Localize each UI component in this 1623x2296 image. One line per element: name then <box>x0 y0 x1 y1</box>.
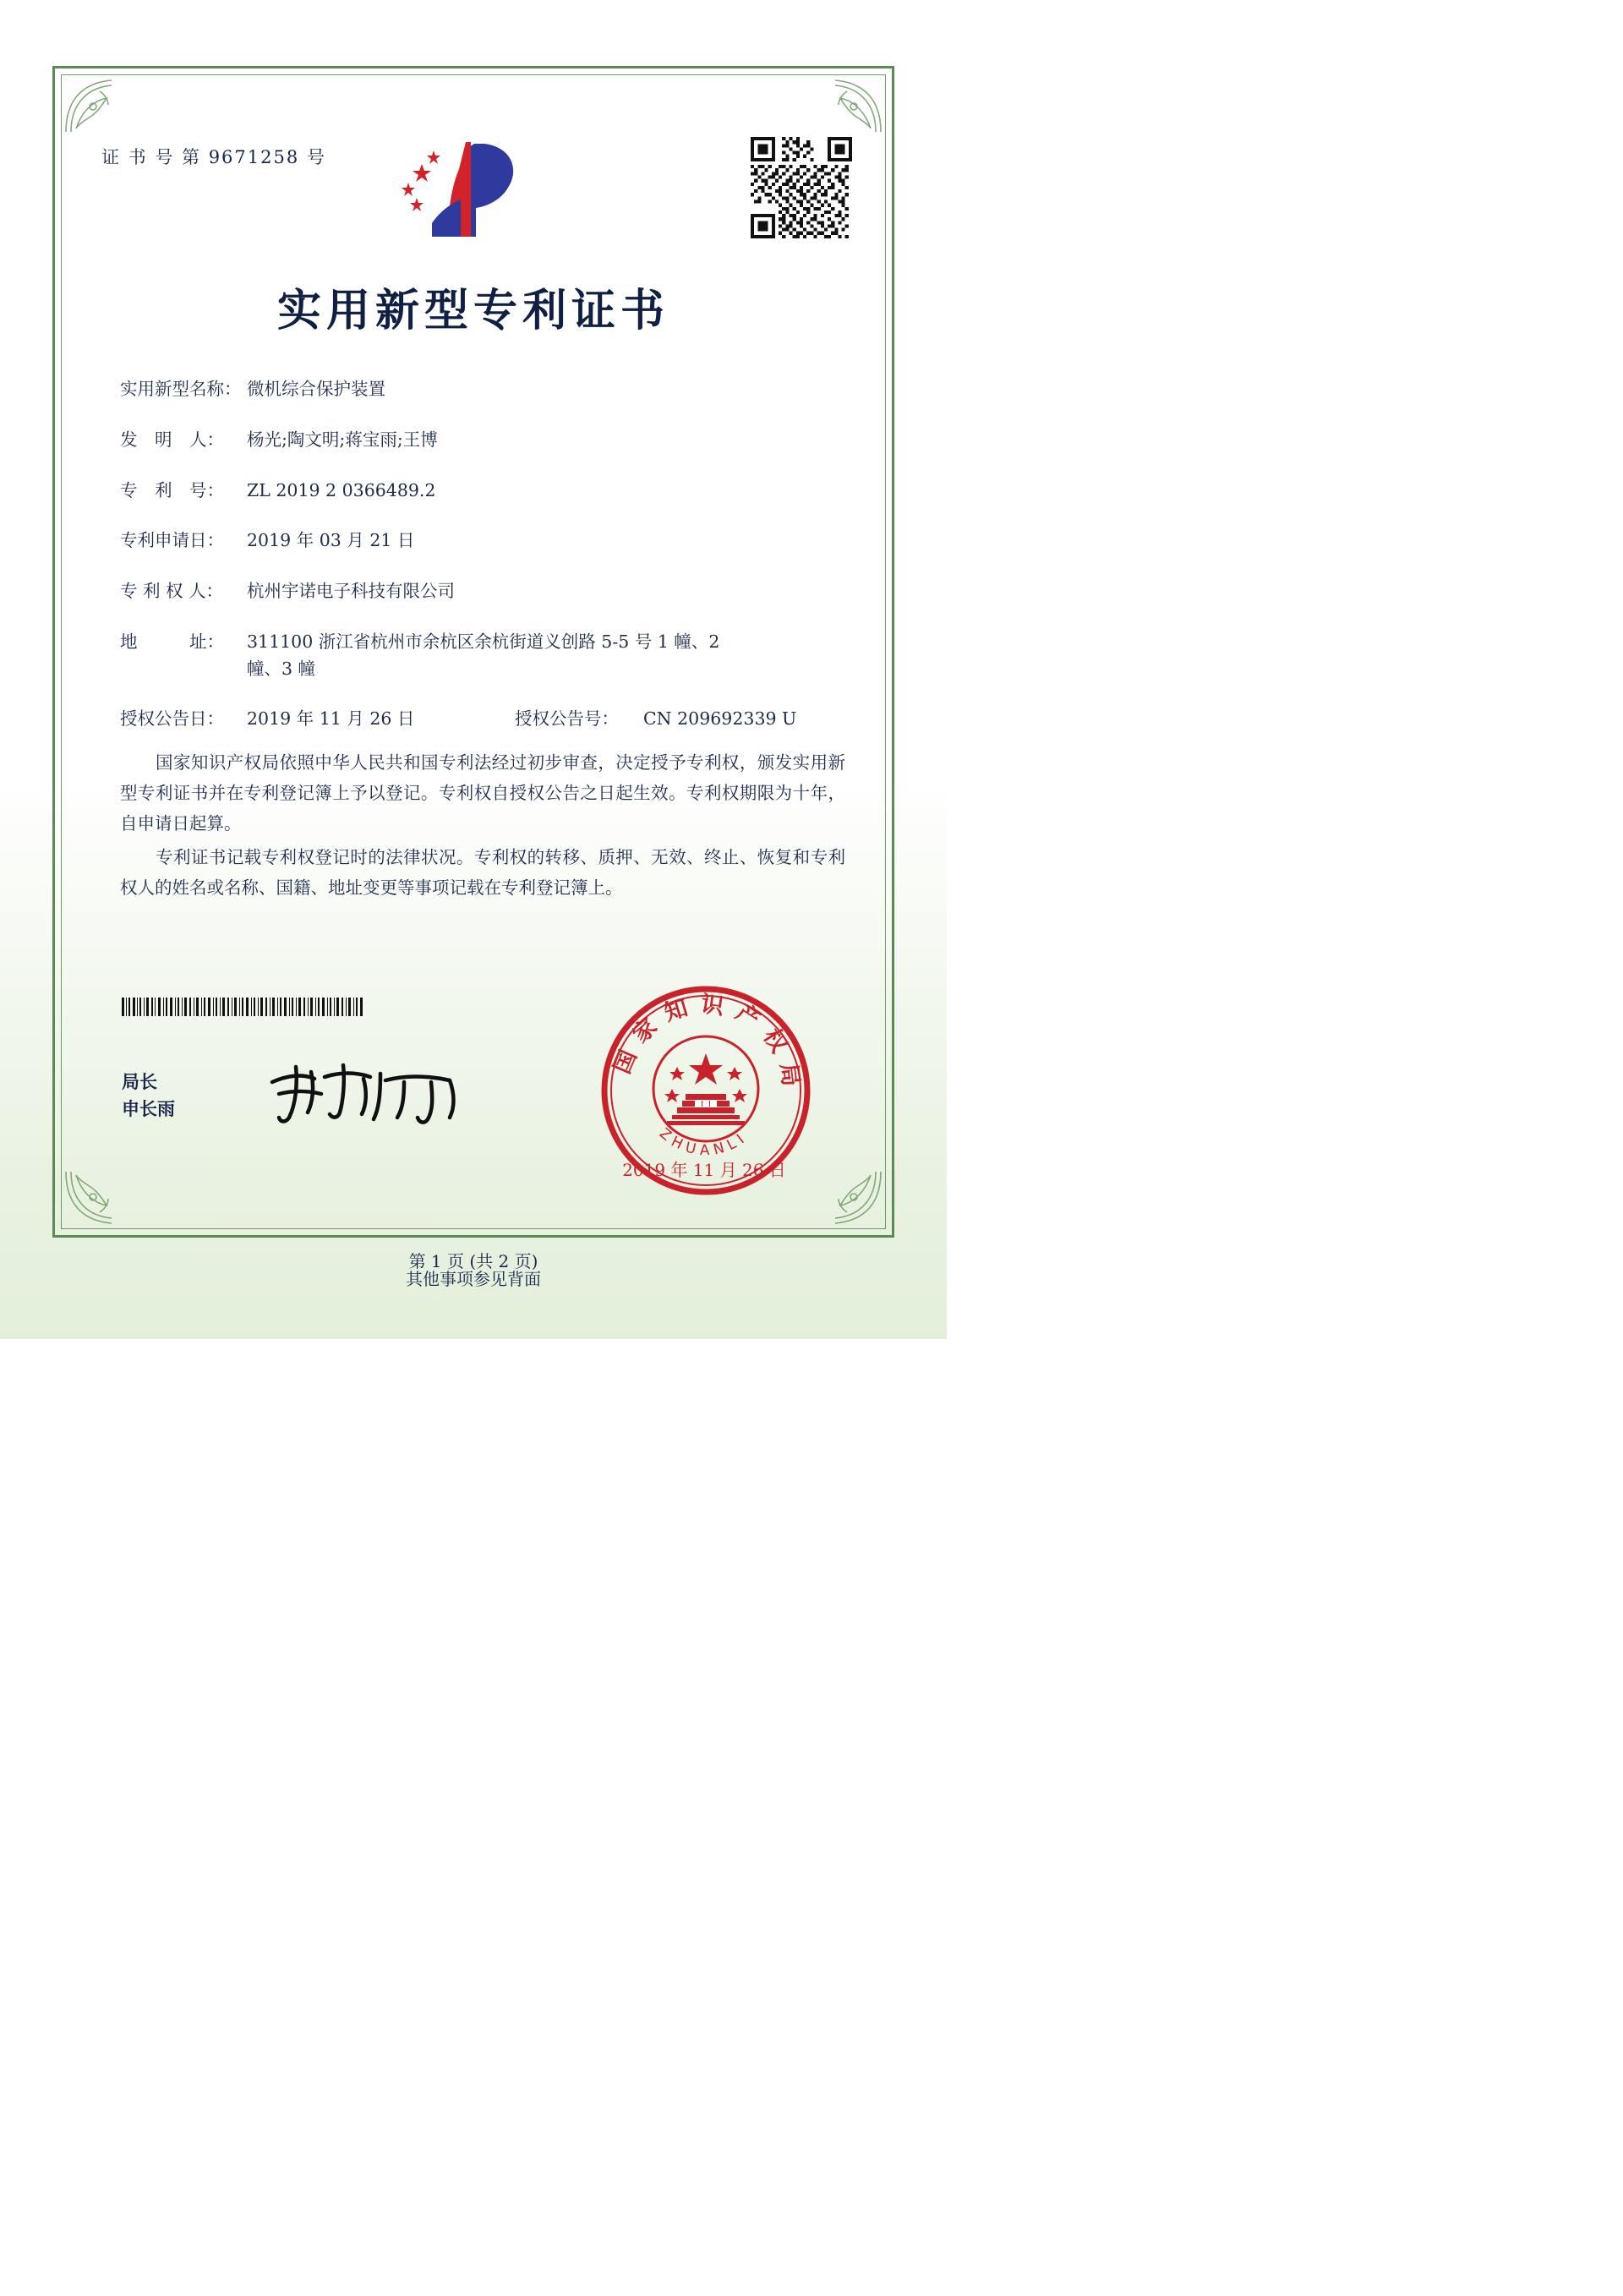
field-label-grant-number: 授权公告号： <box>515 708 619 730</box>
field-label: 实用新型名称： <box>120 379 242 399</box>
field-value-line1: 311100 浙江省杭州市余杭区余杭街道义创路 5-5 号 1 幢、2 <box>247 631 720 652</box>
china-patent-logo-icon <box>393 135 545 245</box>
field-value-grant-number: CN 209692339 U <box>643 708 797 730</box>
footer-note: 其他事项参见背面 <box>406 1269 541 1289</box>
svg-text:国家知识产权局: 国家知识产权局 <box>609 991 806 1099</box>
certificate-fields <box>120 376 845 750</box>
field-value: 杨光;陶文明;蒋宝雨;王博 <box>247 429 438 450</box>
field-utility-model-name <box>120 376 845 403</box>
field-value: ZL 2019 2 0366489.2 <box>247 479 436 500</box>
barcode-icon <box>122 998 375 1016</box>
field-application-date <box>120 528 845 555</box>
field-label: 专 利 号： <box>120 479 224 500</box>
field-grant-announcement <box>120 706 845 733</box>
signature-title: 局长 <box>122 1072 157 1092</box>
legal-paragraph-1: 国家知识产权局依照中华人民共和国专利法经过初步审查，决定授予专利权，颁发实用新型专利证书并在专利登记簿上予以登记。专利权自授权公告之日起生效。专利权期限为十年，自申请日起算。 <box>120 752 845 834</box>
field-label: 发 明 人： <box>120 429 224 450</box>
certificate-page <box>0 0 947 1339</box>
field-value: 杭州宇诺电子科技有限公司 <box>247 581 455 602</box>
field-value-line2: 幢、3 幢 <box>247 658 316 679</box>
field-label: 专利申请日： <box>120 530 224 551</box>
page-title: 实用新型专利证书 <box>276 286 669 336</box>
field-patentee <box>120 578 845 605</box>
legal-paragraph-2: 专利证书记载专利权登记时的法律状况。专利权的转移、质押、无效、终止、恢复和专利权人的姓名或名称、国籍、地址变更等事项记载在专利登记簿上。 <box>120 846 845 898</box>
field-value: 微机综合保护装置 <box>247 379 385 399</box>
field-inventors <box>120 427 845 454</box>
handwritten-signature-icon <box>262 1057 473 1129</box>
field-patent-number <box>120 478 845 505</box>
certificate-number: 证 书 号 第 9671258 号 <box>101 147 326 167</box>
field-value-grant-date: 2019 年 11 月 26 日 <box>247 708 415 730</box>
legal-text <box>120 748 845 906</box>
signature-block <box>122 1069 175 1123</box>
svg-text:ZHUANLI: ZHUANLI <box>656 1124 752 1160</box>
page-number: 第 1 页 (共 2 页) <box>408 1251 538 1271</box>
qr-code-icon <box>751 137 852 238</box>
field-address <box>120 629 845 683</box>
field-label: 专 利 权 人： <box>120 581 224 602</box>
field-label-grant-date: 授权公告日： <box>120 708 224 730</box>
field-label: 地 址： <box>120 631 224 652</box>
field-value: 2019 年 03 月 21 日 <box>247 530 415 551</box>
field-value-group <box>247 629 845 683</box>
seal-date: 2019 年 11 月 26 日 <box>622 1160 786 1180</box>
signature-name: 申长雨 <box>122 1098 175 1119</box>
